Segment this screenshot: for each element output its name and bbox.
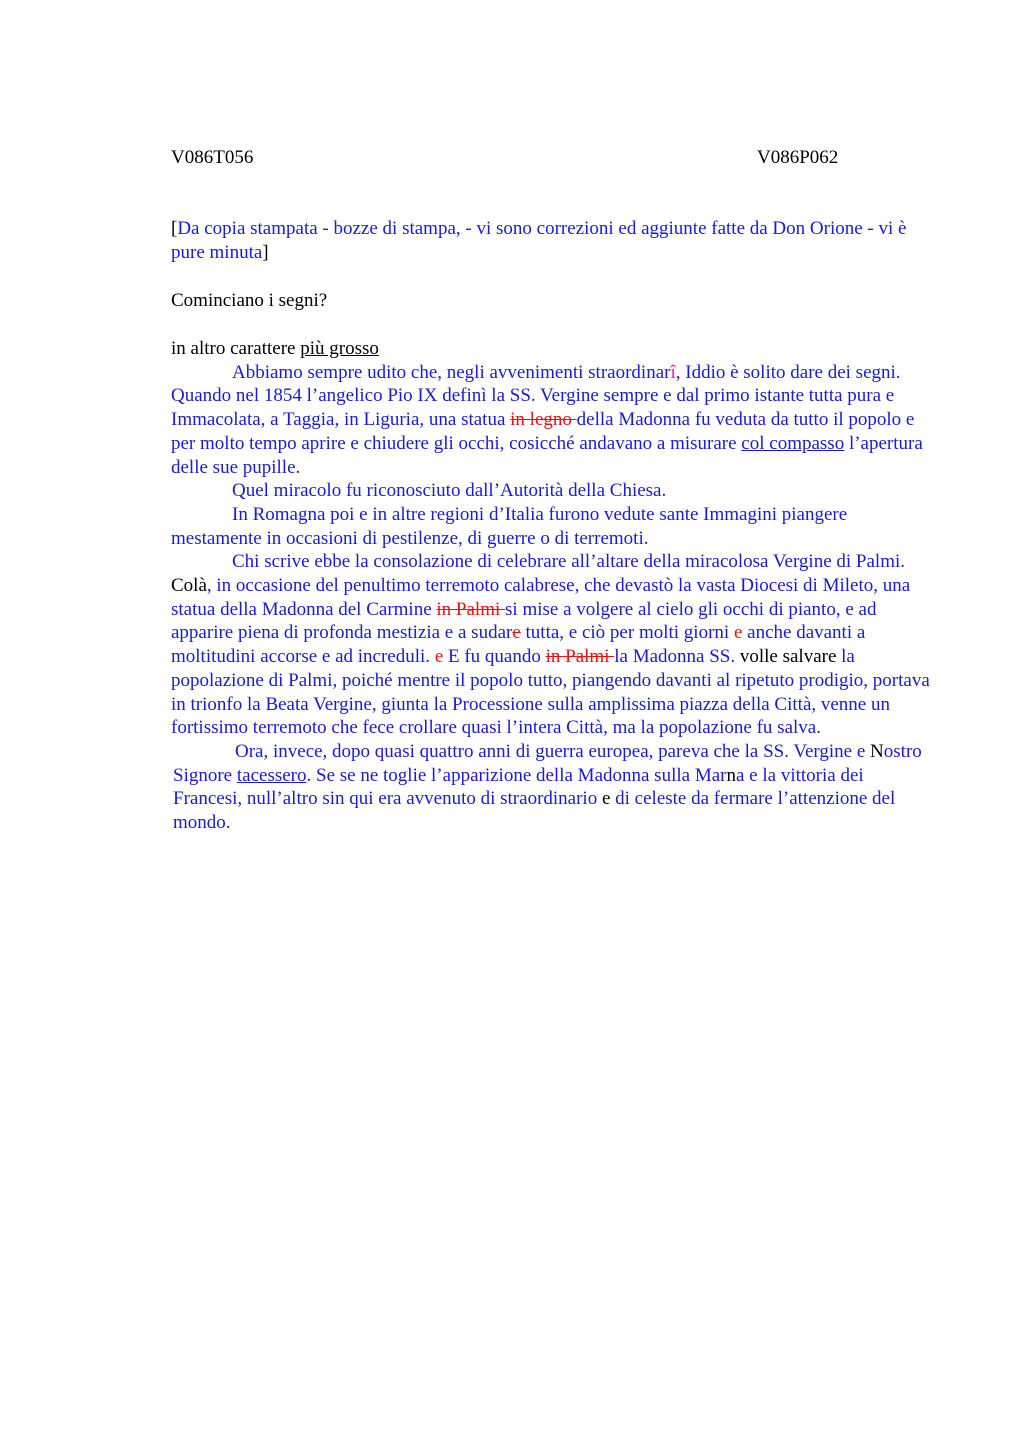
p4-f: anche davanti a moltitudini accorse e ad increduli.: [171, 622, 866, 668]
p1-c: , Iddio è solito dare dei segni. Quando nel 1854 l’angelico Pio IX definì la SS. Vergine sempre e dal primo istante tutta pura e Immacolata, a Taggia, in Liguria, una statua: [171, 361, 901, 431]
p3-text: In Romagna poi e in altre regioni d’Italia furono vedute sante Immagini piangere mestamente in occasioni di pestilenze, di guerre o di terremoti.: [171, 503, 848, 549]
document-code-left: V086T056: [171, 147, 254, 168]
p4-red-1: e: [512, 622, 521, 644]
p4-c: , in occasione del penultimo terremoto calabrese, che devastò la vasta Diocesi di Mileto, una statua della Madonna del Carmine: [171, 575, 911, 620]
p4-a: Chi scrive ebbe la consolazione di celebrare all’altare della miracolosa Vergine di Palmi.: [232, 551, 906, 573]
p2-text: Quel miracolo fu riconosciuto dall’Autorità della Chiesa.: [232, 480, 667, 502]
p1-a: Abbiamo sempre udito che, negli avvenimenti straordinar: [232, 361, 671, 383]
p1-e: l’apertura delle sue pupille.: [171, 432, 923, 478]
note-text: Da copia stampata - bozze di stampa, - vi sono correzioni ed aggiunte fatte da Don Orione - vi è pure minuta: [171, 218, 907, 263]
p5-a: Ora, invece, dopo quasi quattro anni di guerra europea, pareva che la SS. Vergine e: [235, 740, 871, 762]
p4-m: la popolazione di Palmi, poiché mentre il popolo tutto, piangendo davanti al ripetuto prodigio, portava in trionfo la Beata Vergine, giunta la Processione sulla amplissima piazza della Città, venne un fortissimo terremoto che fece crollare quasi l’intera Città, ma la popolazione fu salva.: [171, 646, 930, 739]
paragraph-5: [173, 740, 931, 835]
paragraph-4: [171, 550, 931, 740]
p1-d: della Madonna fu veduta da tutto il popolo e per molto tempo aprire e chiudere gli occhi, cosicché andavano a misurare: [171, 409, 915, 454]
p5-underlined: tacessero: [236, 764, 307, 786]
p5-c: . Se se ne toglie l’apparizione della Madonna sulla Mar: [306, 764, 727, 786]
p1-deletion: in legno: [510, 409, 577, 431]
p4-k: volle salvare: [739, 646, 837, 668]
p4-red-3: e: [434, 646, 444, 668]
style-note-underlined: più grosso: [300, 338, 379, 359]
paragraph-1: [171, 361, 931, 480]
style-note: [171, 337, 931, 361]
p4-d: si mise a volgere al cielo gli occhi di pianto, e ad apparire piena di profonda mestizia e a sudar: [171, 598, 877, 644]
note-bracket-close: ]: [262, 241, 269, 263]
p1-underlined: col compasso: [741, 432, 845, 454]
p5-d: a e la vittoria dei Francesi, null’altro sin qui era avvenuto di straordinario: [173, 764, 864, 810]
p4-deletion-1: in Palmi: [436, 598, 506, 620]
p4-red-2: e: [733, 622, 743, 644]
paragraph-2: [171, 479, 931, 503]
p5-e-black: e: [601, 788, 611, 810]
p4-deletion-2: in Palmi: [545, 646, 615, 668]
p5-e: di celeste da fermare l’attenzione del mondo.: [173, 788, 896, 834]
note-bracket-open: [: [171, 218, 178, 239]
document-code-right: V086P062: [757, 147, 839, 168]
p4-h: la Madonna SS.: [614, 646, 740, 668]
section-question: Cominciano i segni?: [171, 290, 328, 311]
paragraph-3: [171, 503, 931, 550]
p5-n-black: n: [726, 764, 736, 786]
p1-correction: î: [670, 361, 676, 383]
p5-b: ostro Signore: [173, 740, 922, 786]
p4-g: E fu quando: [443, 646, 546, 668]
p4-b: Colà: [171, 575, 207, 597]
main-text: [171, 337, 931, 835]
style-note-prefix: in altro carattere: [171, 338, 301, 359]
p5-n: N: [870, 740, 884, 762]
p4-e: tutta, e ciò per molti giorni: [520, 622, 734, 644]
editorial-note: [171, 217, 931, 264]
